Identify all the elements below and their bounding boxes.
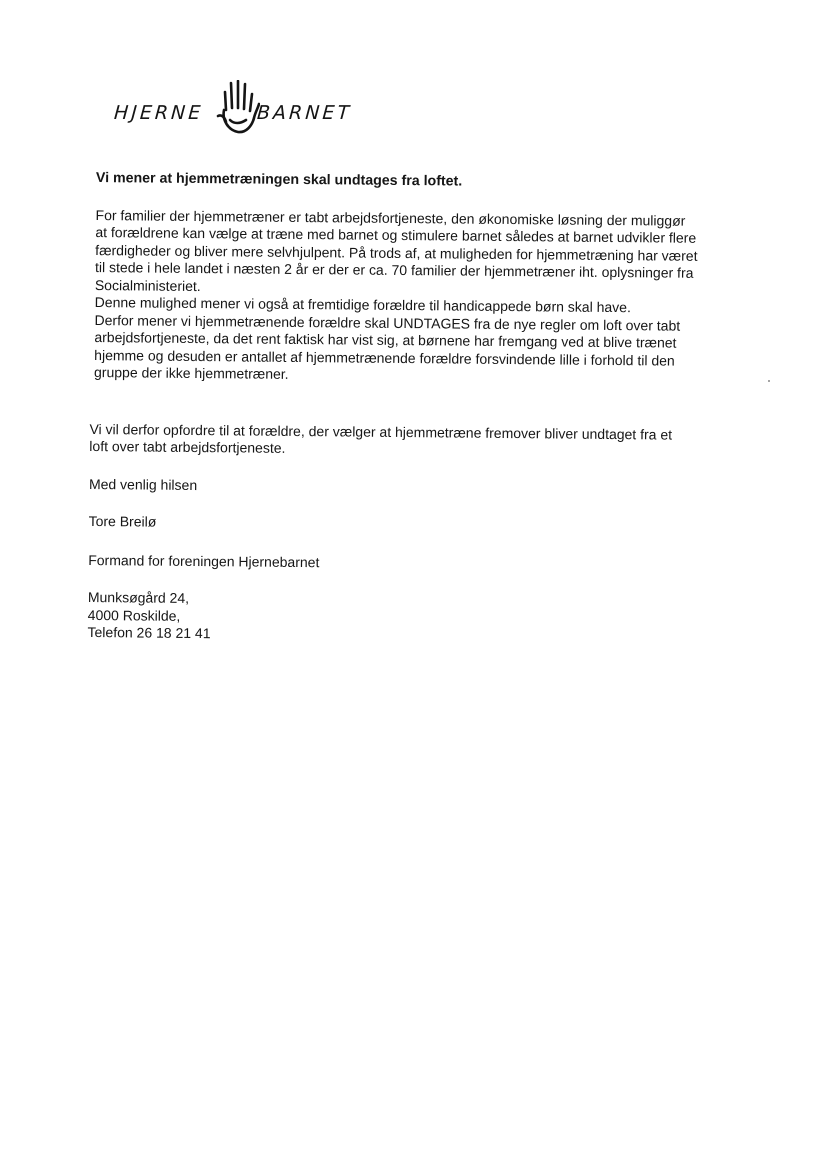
appeal-line: loft over tabt arbejdsfortjeneste. (89, 437, 286, 456)
letter-appeal (89, 420, 739, 461)
body-line: færdigheder og bliver mere selvhjulpent. På trods af, at muligheden for hjemmetræning har været (95, 241, 698, 264)
logo-word-right: BARNET (256, 102, 353, 124)
body-line: til stede i hele landet i næsten 2 år er der er ca. 70 familier der hjemmetræner iht. oplysninger fra (94, 259, 694, 281)
body-line: gruppe der ikke hjemmetræner. (93, 364, 289, 382)
address-line: Telefon 26 18 21 41 (87, 623, 211, 642)
signature-title: Formand for foreningen Hjernebarnet (88, 551, 320, 570)
scan-speck (768, 380, 770, 382)
appeal-line: Vi vil derfor opfordre til at forældre, der vælger at hjemmetræne fremover bliver undtaget fra et (89, 420, 673, 443)
body-line: For familier der hjemmetræner er tabt arbejdsfortjeneste, den økonomiske løsning der muliggør (95, 206, 686, 229)
body-line: Socialministeriet. (94, 276, 201, 294)
address-line: 4000 Roskilde, (87, 606, 181, 624)
body-line: hjemme og desuden er antallet af hjemmetrænende forældre forsvindende lille i forhold til den (94, 346, 675, 369)
letter-content (87, 170, 741, 648)
signature-name: Tore Breilø (88, 512, 157, 530)
address-line: Munksøgård 24, (87, 588, 190, 606)
logo-word-left: HJERNE (113, 102, 205, 124)
letter-body (94, 207, 742, 388)
body-line: arbejdsfortjeneste, da det rent faktisk har vist sig, at børnene har fremgang ved at blive trænet (94, 329, 677, 351)
body-line: Denne mulighed mener vi også at fremtidige forældre til handicappede børn skal have. (94, 294, 631, 316)
hjernebarnet-logo (112, 80, 352, 140)
letter-heading: Vi mener at hjemmetræningen skal undtages fra loftet. (95, 170, 463, 190)
body-line: at forældrene kan vælge at træne med barnet og stimulere barnet således at barnet udvikler flere (95, 224, 697, 246)
closing-salutation: Med venlig hilsen (88, 475, 198, 493)
hand-icon (216, 80, 260, 138)
address-block (87, 589, 737, 648)
body-line: Derfor mener vi hjemmetrænende forældre skal UNDTAGES fra de nye regler om loft over tabt (94, 311, 681, 334)
